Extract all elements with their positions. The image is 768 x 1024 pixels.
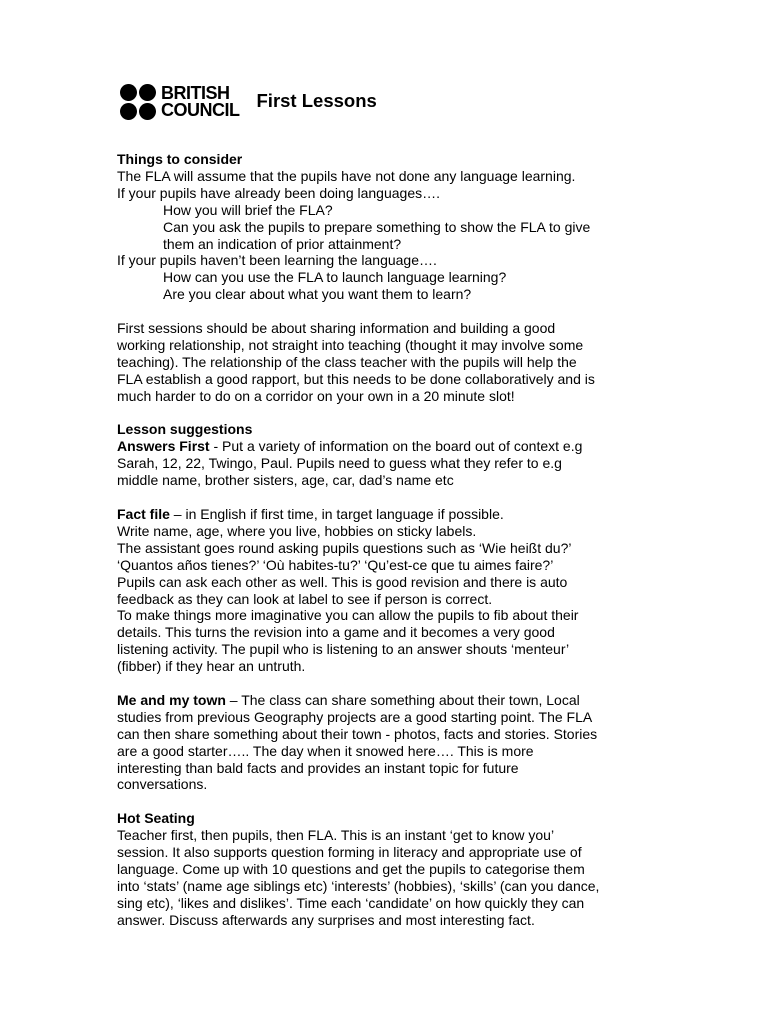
consider-question: How can you use the FLA to launch language learning? xyxy=(163,269,507,286)
fact-file-line: ‘Quantos años tienes?’ ‘Où habites-tu?’ ‘Qu’est-ce que tu aimes faire?’ xyxy=(117,556,554,573)
consider-question: How you will brief the FLA? xyxy=(163,201,333,218)
sessions-line: teaching). The relationship of the class teacher with the pupils will help the xyxy=(117,353,577,370)
hot-seating-line: answer. Discuss afterwards any surprises and most interesting fact. xyxy=(117,911,535,928)
hot-seating-line: sing etc), ‘likes and dislikes’. Time each ‘candidate’ on how quickly they can xyxy=(117,894,585,911)
hot-seating-line: Teacher first, then pupils, then FLA. This is an instant ‘get to know you’ xyxy=(117,827,555,844)
consider-question: them an indication of prior attainment? xyxy=(163,235,402,252)
answers-first-line: Sarah, 12, 22, Twingo, Paul. Pupils need to guess what they refer to e.g xyxy=(117,455,562,472)
fact-file-line: listening activity. The pupil who is listening to an answer shouts ‘menteur’ xyxy=(117,641,570,658)
fact-file-line: feedback as they can look at label to see if person is correct. xyxy=(117,590,493,607)
my-town-line: can then share something about their town - photos, facts and stories. Stories xyxy=(117,725,598,742)
sessions-line: much harder to do on a corridor on your own in a 20 minute slot! xyxy=(117,387,515,404)
hot-seating-heading: Hot Seating xyxy=(117,810,195,827)
consider-line: If your pupils haven’t been learning the language…. xyxy=(117,252,437,269)
answers-first-line: Answers First - Put a variety of information on the board out of context e.g xyxy=(117,438,583,455)
fact-file-line: Fact file – in English if first time, in target language if possible. xyxy=(117,505,504,522)
consider-heading: Things to consider xyxy=(117,151,243,167)
document-body xyxy=(117,151,662,929)
my-town-line: studies from previous Geography projects are a good starting point. The FLA xyxy=(117,708,593,725)
consider-line: If your pupils have already been doing languages…. xyxy=(117,184,440,201)
fact-file-line: Pupils can ask each other as well. This is good revision and there is auto xyxy=(117,573,568,590)
logo-dots-icon xyxy=(120,84,156,120)
consider-line: The FLA will assume that the pupils have not done any language learning. xyxy=(117,167,576,184)
sessions-line: working relationship, not straight into teaching (thought it may involve some xyxy=(117,336,584,353)
page-title: First Lessons xyxy=(256,90,377,111)
hot-seating-line: session. It also supports question forming in literacy and appropriate use of xyxy=(117,844,582,861)
british-council-logo xyxy=(120,84,240,120)
my-town-line: interesting than bald facts and provides an instant topic for future xyxy=(117,759,519,776)
consider-question: Can you ask the pupils to prepare something to show the FLA to give xyxy=(163,218,591,235)
answers-first-line: middle name, brother sisters, age, car, dad’s name etc xyxy=(117,472,454,489)
my-town-line: Me and my town – The class can share something about their town, Local xyxy=(117,691,580,708)
hot-seating-line: into ‘stats’ (name age siblings etc) ‘interests’ (hobbies), ‘skills’ (can you dance, xyxy=(117,877,600,894)
my-town-line: are a good starter….. The day when it snowed here…. This is more xyxy=(117,742,534,759)
fact-file-line: Write name, age, where you live, hobbies on sticky labels. xyxy=(117,522,477,539)
logo-wordmark: BRITISH COUNCIL xyxy=(161,83,240,120)
sessions-line: FLA establish a good rapport, but this needs to be done collaboratively and is xyxy=(117,370,595,387)
suggestions-heading: Lesson suggestions xyxy=(117,421,253,438)
fact-file-line: (fibber) if they hear an untruth. xyxy=(117,658,306,675)
fact-file-line: details. This turns the revision into a game and it becomes a very good xyxy=(117,624,555,641)
document-page xyxy=(117,80,662,929)
my-town-line: conversations. xyxy=(117,776,208,793)
sessions-line: First sessions should be about sharing information and building a good xyxy=(117,320,556,337)
header xyxy=(120,80,662,124)
fact-file-line: To make things more imaginative you can allow the pupils to fib about their xyxy=(117,607,579,624)
fact-file-line: The assistant goes round asking pupils questions such as ‘Wie heißt du?’ xyxy=(117,539,572,556)
hot-seating-line: language. Come up with 10 questions and get the pupils to categorise them xyxy=(117,860,585,877)
consider-question: Are you clear about what you want them to learn? xyxy=(163,286,472,303)
